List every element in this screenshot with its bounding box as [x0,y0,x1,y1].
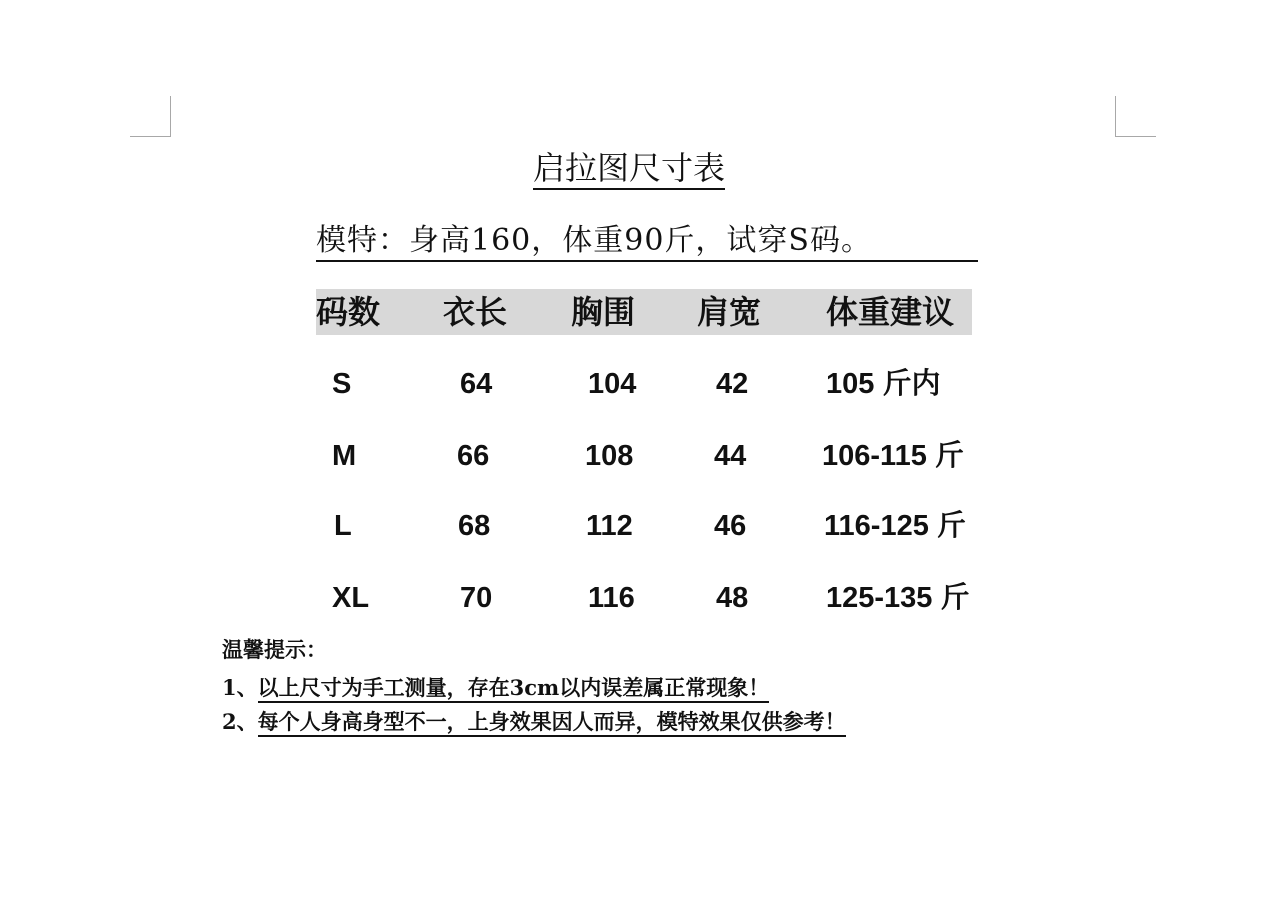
table-cell-length: 64 [460,368,493,400]
table-cell-weight: 105 斤内 [826,368,941,400]
notes-heading: 温馨提示： [222,637,327,662]
page-corner-mark-top-left [130,96,171,137]
table-cell-shoulder: 44 [714,440,747,472]
table-cell-weight: 116-125 斤 [824,510,966,542]
table-cell-size: L [334,510,352,542]
note-number: 1、 [222,675,258,700]
header-chest: 胸围 [571,293,636,331]
table-cell-length: 68 [458,510,491,542]
note-item [222,674,769,703]
header-weight: 体重建议 [826,293,955,331]
table-cell-chest: 112 [586,510,633,542]
header-shoulder: 肩宽 [697,293,762,331]
note-text: 以上尺寸为手工测量，存在3cm以内误差属正常现象！ [258,675,770,703]
table-cell-shoulder: 42 [716,368,749,400]
table-cell-size: M [332,440,357,472]
table-cell-length: 66 [457,440,490,472]
note-item [222,708,846,737]
header-length: 衣长 [443,293,508,331]
model-info: 模特：身高160，体重90斤，试穿S码。 [316,222,978,262]
header-size: 码数 [316,293,381,331]
table-cell-chest: 108 [585,440,634,472]
note-text: 每个人身高身型不一，上身效果因人而异，模特效果仅供参考！ [258,709,846,737]
table-cell-size: XL [332,582,370,614]
document-title: 启拉图尺寸表 [533,148,725,190]
table-cell-weight: 125-135 斤 [826,582,970,614]
table-cell-size: S [332,368,352,400]
table-cell-length: 70 [460,582,493,614]
table-cell-shoulder: 46 [714,510,747,542]
page-corner-mark-top-right [1115,96,1156,137]
table-cell-chest: 116 [588,582,635,614]
table-cell-chest: 104 [588,368,637,400]
table-cell-shoulder: 48 [716,582,749,614]
table-cell-weight: 106-115 斤 [822,440,964,472]
note-number: 2、 [222,709,258,734]
